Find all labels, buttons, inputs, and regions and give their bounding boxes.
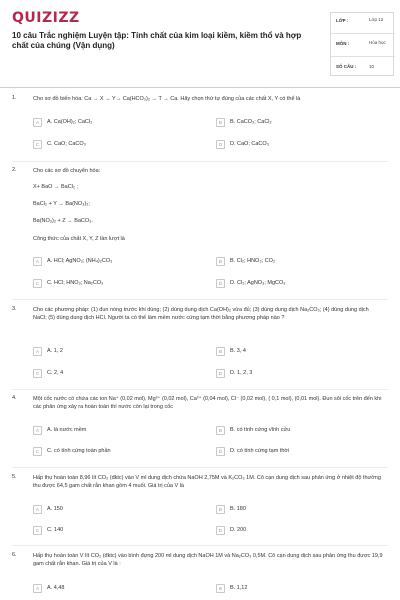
option-letter-badge: A <box>33 347 42 356</box>
info-value: Hóa học <box>369 40 386 45</box>
option-letter-badge: D <box>216 447 225 456</box>
info-value: 10 <box>369 64 375 69</box>
question-divider <box>12 467 388 468</box>
option-a[interactable] <box>33 583 173 594</box>
option-letter-badge: D <box>216 526 225 535</box>
option-b[interactable] <box>216 256 356 267</box>
option-text: B. CaCO₃; CaCl₂ <box>230 119 272 125</box>
option-d[interactable] <box>216 278 356 289</box>
option-text: B. 180 <box>230 506 246 512</box>
reaction-line: BaCl₂ + Y → Ba(NO₃)₂; <box>33 201 90 207</box>
option-c[interactable] <box>33 278 173 289</box>
option-text: D. 200 <box>230 527 247 533</box>
option-d[interactable] <box>216 525 356 536</box>
question-text: Một cốc nước có chứa các ion Na⁺ (0,02 mol), Mg²⁺ (0,02 mol), Ca²⁺ (0,04 mol), Cl⁻ (0,02 mol), ( 0,1 mol), (0,01 mol). Đun sôi cốc trên đến khi các phản ứng xảy ra hoàn toàn thì nước còn lại trong cốc <box>33 396 382 410</box>
question-prompt: Công thức của chất X, Y, Z lần lượt là <box>33 236 125 242</box>
question-divider <box>12 545 388 546</box>
option-c[interactable] <box>33 139 173 150</box>
option-text: D. 1, 2, 3 <box>230 370 253 376</box>
option-text: C. 140 <box>47 527 64 533</box>
reaction-line: X+ BaO → BaCl₂ ; <box>33 184 79 190</box>
option-text: C. có tính cứng toàn phần <box>47 448 111 454</box>
option-b[interactable] <box>216 504 356 515</box>
option-d[interactable] <box>216 368 356 379</box>
option-text: C. HCl; HNO₃; Na₂CO₃ <box>47 280 104 286</box>
option-a[interactable] <box>33 117 173 128</box>
option-text: B. 1,12 <box>230 585 248 591</box>
option-letter-badge: A <box>33 118 42 127</box>
option-a[interactable] <box>33 346 173 357</box>
option-letter-badge: C <box>33 369 42 378</box>
option-d[interactable] <box>216 139 356 150</box>
option-text: A. HCl; AgNO₃; (NH₄)₂CO₃ <box>47 258 113 264</box>
option-text: C. CaO; CaCO₃ <box>47 141 86 147</box>
option-a[interactable] <box>33 504 173 515</box>
option-text: C. 2, 4 <box>47 370 64 376</box>
option-text: D. Cl₂; AgNO₃; MgCO₃ <box>230 280 286 286</box>
option-letter-badge: D <box>216 369 225 378</box>
info-label: MÔN : <box>336 41 350 46</box>
worksheet-header <box>0 0 400 88</box>
info-label: SỐ CÂU : <box>336 64 357 69</box>
option-letter-badge: C <box>33 447 42 456</box>
option-letter-badge: C <box>33 526 42 535</box>
option-a[interactable] <box>33 425 173 436</box>
info-divider <box>331 33 395 34</box>
question-text: Cho các sơ đồ chuyển hóa: <box>33 168 101 174</box>
option-b[interactable] <box>216 425 356 436</box>
question-number: 6. <box>12 552 17 558</box>
reaction-line: Ba(NO₃)₂ + Z → BaCO₃. <box>33 218 93 224</box>
option-letter-badge: B <box>216 584 225 593</box>
question-text: Cho sơ đồ biến hóa: Ca → X → Y→ Ca(HCO₃)₂ → T → Ca. Hãy chọn thứ tự đúng của các chất X, Y có thể là <box>33 96 301 102</box>
option-b[interactable] <box>216 583 356 594</box>
option-c[interactable] <box>33 446 173 457</box>
option-b[interactable] <box>216 346 356 357</box>
option-text: B. Cl₂; HNO₃; CO₂ <box>230 258 276 264</box>
option-text: A. Ca(OH)₂; CaCl₂ <box>47 119 93 125</box>
option-letter-badge: A <box>33 505 42 514</box>
question-text: Hấp thụ hoàn toàn 8,96 lít CO₂ (đktc) vào V ml dung dịch chứa NaOH 2,75M và K₂CO₃ 1M. Cô cạn dung dịch sau phản ứng ở nhiệt độ thường thu được 64,5 gam chất rắn khan gồm 4 muối. Giá trị của V là <box>33 475 381 489</box>
option-text: B. có tính cứng vĩnh cửu <box>230 427 291 433</box>
question-divider <box>12 161 388 162</box>
worksheet-info-box <box>330 12 394 76</box>
option-letter-badge: D <box>216 279 225 288</box>
option-letter-badge: C <box>33 279 42 288</box>
option-text: B. 3, 4 <box>230 348 246 354</box>
question-divider <box>12 389 388 390</box>
option-text: D. CaO; CaCO₃ <box>230 141 269 147</box>
option-letter-badge: B <box>216 426 225 435</box>
question-text: Hấp thụ hoàn toàn V lít CO₂ (đktc) vào bình đựng 200 ml dung dịch NaOH 1M và Na₂CO₃ 0,5M. Cô cạn dung dịch sau phản ứng thu được 19,9 gam chất rắn khan. Giá trị của V là : <box>33 553 383 567</box>
option-letter-badge: B <box>216 505 225 514</box>
brand-logo: QUIZIZZ <box>12 10 80 26</box>
question-number: 1. <box>12 95 17 101</box>
option-letter-badge: D <box>216 140 225 149</box>
info-divider <box>331 56 395 57</box>
question-text: Cho các phương pháp: (1) đun nóng trước khi dùng; (2) dùng dung dịch Ca(OH)₂ vừa đủ; (3) dùng dung dịch Na₂CO₃; (4) dùng dung dịch NaCl; (5) dùng dung dịch HCl. Người ta có thể làm mềm nước cứng tạm thời bằng phương pháp nào ? <box>33 307 369 321</box>
option-letter-badge: A <box>33 257 42 266</box>
option-d[interactable] <box>216 446 356 457</box>
question-number: 3. <box>12 306 17 312</box>
question-number: 4. <box>12 395 17 401</box>
option-letter-badge: B <box>216 118 225 127</box>
option-text: A. 1, 2 <box>47 348 63 354</box>
option-letter-badge: A <box>33 426 42 435</box>
option-letter-badge: C <box>33 140 42 149</box>
option-letter-badge: B <box>216 257 225 266</box>
option-text: A. 150 <box>47 506 63 512</box>
question-number: 2. <box>12 167 17 173</box>
option-c[interactable] <box>33 368 173 379</box>
option-b[interactable] <box>216 117 356 128</box>
option-text: A. là nước mềm <box>47 427 87 433</box>
worksheet-title: 10 câu Trắc nghiệm Luyện tập: Tính chất của kim loại kiềm, kiềm thổ và hợp chất của chúng (Vận dụng) <box>12 31 302 50</box>
option-letter-badge: B <box>216 347 225 356</box>
option-text: D. có tính cứng tạm thời <box>230 448 290 454</box>
option-letter-badge: A <box>33 584 42 593</box>
option-c[interactable] <box>33 525 173 536</box>
question-divider <box>12 299 388 300</box>
info-label: LỚP : <box>336 18 349 23</box>
question-number: 5. <box>12 474 17 480</box>
info-value: Lớp 12 <box>369 17 384 22</box>
option-text: A. 4,48 <box>47 585 65 591</box>
option-a[interactable] <box>33 256 173 267</box>
